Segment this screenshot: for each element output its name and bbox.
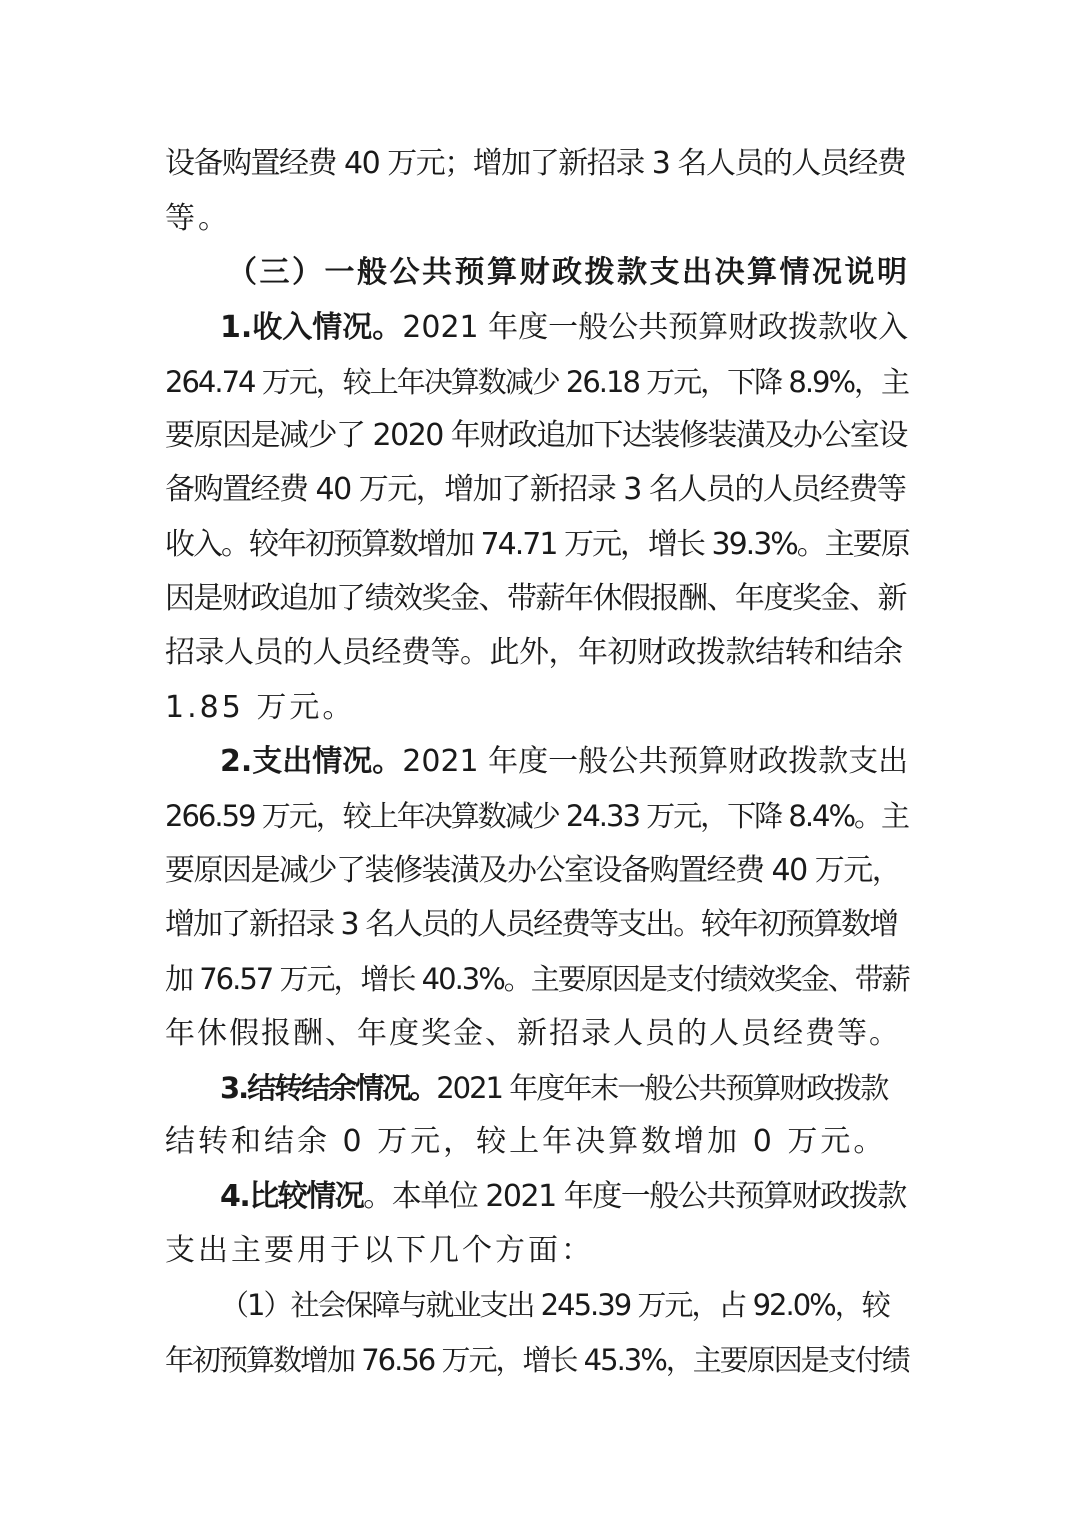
- line-text: 2021 年度一般公共预算财政拨款支出: [402, 744, 909, 779]
- paragraph-line: [165, 798, 908, 834]
- line-text: 要原因是减少了 2020 年财政追加下达装修装潢及办公室设: [165, 418, 907, 453]
- heading-text: （三）一般公共预算财政拨款支出决算情况说明: [227, 255, 910, 290]
- line-text: （1）社会保障与就业支出 245.39 万元，占 92.0%，较: [220, 1288, 889, 1322]
- line-text: 264.74 万元，较上年决算数减少 26.18 万元，下降 8.9%，主: [165, 365, 909, 399]
- line-text: 2021 年度年末一般公共预算财政拨款: [436, 1071, 888, 1105]
- paragraph-line: [165, 907, 897, 943]
- paragraph-line: [220, 1179, 906, 1215]
- line-text: 加 76.57 万元，增长 40.3%。主要原因是支付绩效奖金、带薪: [165, 962, 909, 996]
- line-text: 要原因是减少了装修装潢及办公室设备购置经费 40 万元，: [165, 853, 901, 888]
- line-text: 收入。较年初预算数增加 74.71 万元，增长 39.3%。主要原: [165, 527, 909, 562]
- item-heading: 4.比较情况: [220, 1179, 364, 1214]
- line-text: 。本单位 2021 年度一般公共预算财政拨款: [363, 1179, 906, 1214]
- line-text: 2021 年度一般公共预算财政拨款收入: [402, 310, 909, 345]
- paragraph-line: [165, 581, 906, 617]
- line-text: 1.85 万元。: [165, 690, 356, 725]
- section-heading: [227, 255, 910, 291]
- item-heading: 2.支出情况。: [220, 744, 403, 779]
- paragraph-line: [165, 1016, 901, 1052]
- item-heading: 1.收入情况。: [220, 310, 403, 345]
- line-text: 增加了新招录 3 名人员的人员经费等支出。较年初预算数增: [165, 907, 898, 942]
- paragraph-line: [165, 690, 355, 726]
- paragraph-line: [165, 1124, 886, 1160]
- line-text: 招录人员的人员经费等。此外，年初财政拨款结转和结余: [165, 635, 903, 670]
- paragraph-line: [165, 472, 905, 508]
- paragraph-line: [165, 1233, 594, 1269]
- line-text: 支出主要用于以下几个方面：: [165, 1233, 594, 1268]
- paragraph-line: [220, 1287, 889, 1323]
- paragraph-line: [165, 418, 907, 454]
- paragraph-line: [220, 310, 908, 346]
- line-text: 因是财政追加了绩效奖金、带薪年休假报酬、年度奖金、新: [165, 581, 906, 616]
- item-heading: 3.结转结余情况。: [220, 1071, 437, 1105]
- paragraph-line: [165, 527, 909, 563]
- line-text: 年休假报酬、年度奖金、新招录人员的人员经费等。: [165, 1016, 901, 1051]
- paragraph-line: [165, 1342, 909, 1378]
- paragraph-line: [165, 146, 905, 182]
- paragraph-line: [220, 1070, 887, 1106]
- paragraph-line: [165, 364, 908, 400]
- line-text: 等。: [165, 201, 231, 236]
- line-text: 设备购置经费 40 万元；增加了新招录 3 名人员的人员经费: [165, 146, 906, 181]
- line-text: 266.59 万元，较上年决算数减少 24.33 万元，下降 8.4%。主: [165, 799, 909, 833]
- paragraph-line: [165, 635, 903, 671]
- paragraph-line: [220, 744, 908, 780]
- paragraph-line: [165, 201, 231, 237]
- line-text: 年初预算数增加 76.56 万元，增长 45.3%，主要原因是支付绩: [165, 1343, 909, 1377]
- line-text: 备购置经费 40 万元，增加了新招录 3 名人员的人员经费等: [165, 472, 906, 507]
- line-text: 结转和结余 0 万元，较上年决算数增加 0 万元。: [165, 1124, 887, 1159]
- paragraph-line: [165, 853, 900, 889]
- paragraph-line: [165, 961, 909, 997]
